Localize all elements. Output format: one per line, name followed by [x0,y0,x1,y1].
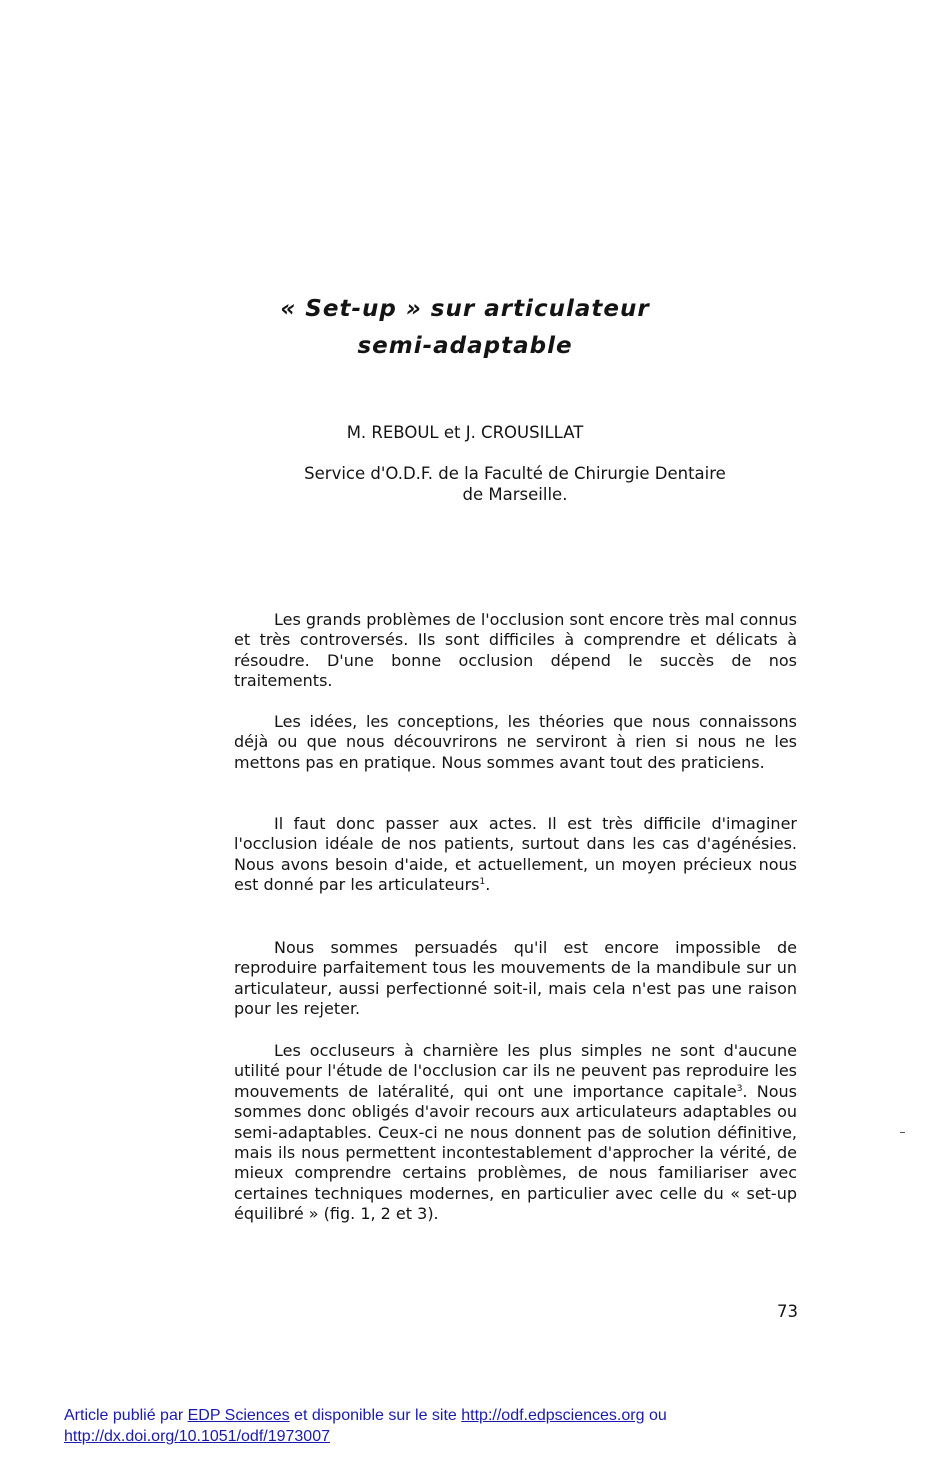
affiliation-line-2: de Marseille. [462,485,568,504]
paragraph-3: Il faut donc passer aux actes. Il est très difficile d'imaginer l'occlusion idéale de nos patients, surtout dans les cas d'agénésies. Nous avons besoin d'aide, et actuellement, un moyen précieux nous est donné par les articulateurs$^1$. [234,814,797,895]
footnote-ref-3: 3 [736,1083,743,1094]
paragraph-3-text: Il faut donc passer aux actes. Il est très difficile d'imaginer l'occlusion idéale de nos patients, surtout dans les cas d'agénésies. Nous avons besoin d'aide, et actuellement, un moyen précieux nous est donné par les articulateurs [234,814,797,895]
authors: M. REBOUL et J. CROUSILLAT [346,423,584,442]
paragraph-2: Les idées, les conceptions, les théories que nous connaissons déjà ou que nous découvrirons ne serviront à rien si nous ne les mettons pas en pratique. Nous sommes avant tout des praticiens. [234,712,797,772]
publisher-footer [64,1405,884,1447]
affiliation-line-1: Service d'O.D.F. de la Faculté de Chirurgie Dentaire [304,464,726,483]
publisher-link[interactable]: EDP Sciences [187,1407,290,1424]
footnote-ref-1: 1 [479,877,486,888]
footer-middle: et disponible sur le site [289,1407,462,1424]
paragraph-4: Nous sommes persuadés qu'il est encore impossible de reproduire parfaitement tous les mouvements de la mandibule sur un articulateur, aussi perfectionné soit-il, mais cela n'est pas une raison pour les rejeter. [234,938,797,1019]
page-number: 73 [777,1302,798,1321]
article-title-line-1: « Set-up » sur articulateur [280,296,650,322]
paragraph-1: Les grands problèmes de l'occlusion sont encore très mal connus et très controversés. Ils sont difficiles à comprendre et délicats à résoudre. D'une bonne occlusion dépend le succès de nos traitements. [234,610,797,691]
footer-prefix: Article publié par [64,1407,188,1424]
paragraph-5-text-b: . Nous sommes donc obligés d'avoir recours aux articulateurs adaptables ou semi-adaptables. Ceux-ci ne nous donnent pas de solution définitive, mais ils nous permettent incontestablement d'approcher la vérité, de mieux comprendre certains problèmes, de nous familiariser avec certaines techniques modernes, en particulier avec celle du « set-up équilibré » (fig. 1, 2 et 3). [234,1081,797,1224]
paragraph-5 [234,1041,797,1225]
paragraph-5-text-a: Les occluseurs à charnière les plus simples ne sont d'aucune utilité pour l'étude de l'occlusion car ils ne peuvent pas reproduire les mouvements de latéralité, qui ont une importance capitale [234,1041,797,1101]
footer-suffix: ou [644,1407,667,1424]
article-title-line-2: semi-adaptable [357,333,573,359]
margin-mark [900,1132,905,1133]
doi-link[interactable]: http://dx.doi.org/10.1051/odf/1973007 [64,1428,330,1445]
site-link[interactable]: http://odf.edpsciences.org [461,1407,645,1424]
